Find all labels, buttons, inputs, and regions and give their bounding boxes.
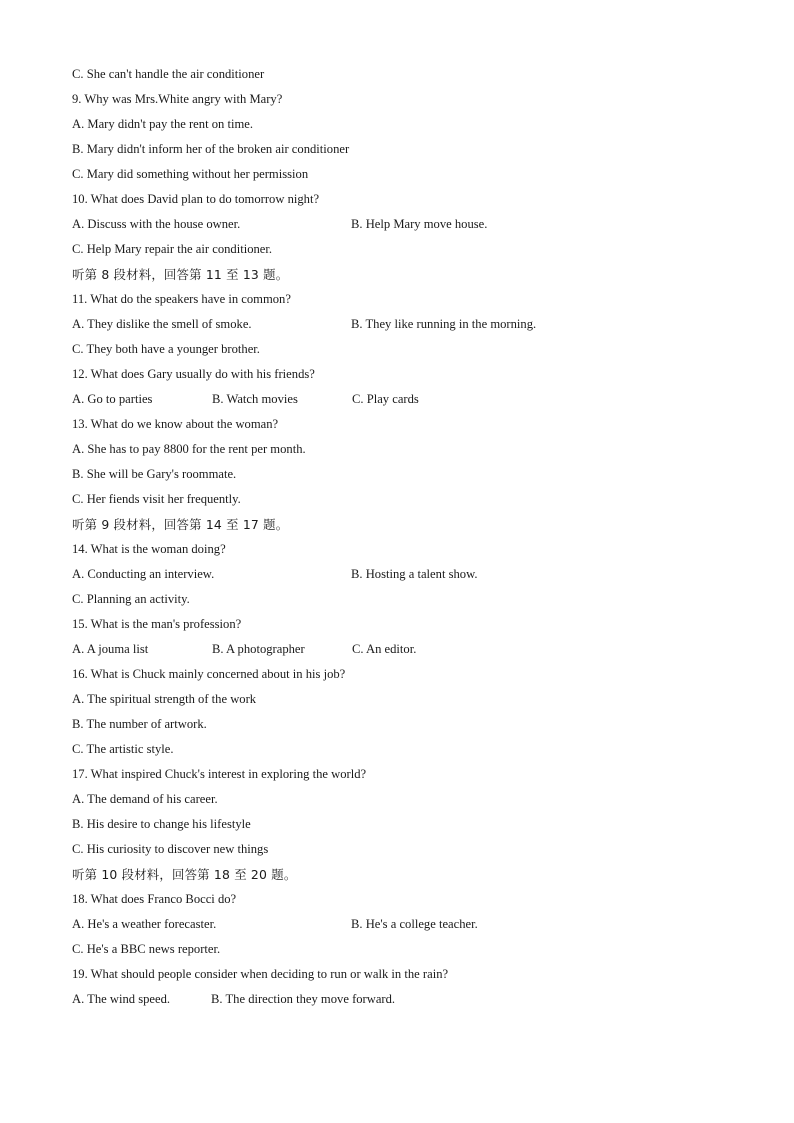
- line-option: [72, 787, 732, 812]
- option-text: B. The number of artwork.: [72, 717, 207, 731]
- option-text: C. Help Mary repair the air conditioner.: [72, 242, 273, 256]
- option-text: C. Planning an activity.: [72, 592, 190, 606]
- line-option: [72, 337, 732, 362]
- section-instruction: [72, 862, 732, 887]
- question-text: 12. What does Gary usually do with his friends?: [72, 367, 315, 381]
- line-options: [72, 312, 732, 337]
- line-options: [72, 637, 732, 662]
- line-option: [72, 737, 732, 762]
- question-text: 18. What does Franco Bocci do?: [72, 892, 237, 906]
- option-a: A. Go to parties: [72, 392, 153, 406]
- section-instruction: [72, 512, 732, 537]
- line-question: [72, 287, 732, 312]
- line-options: [72, 987, 732, 1012]
- option-text: C. He's a BBC news reporter.: [72, 942, 221, 956]
- line-option: [72, 112, 732, 137]
- option-b: B. Hosting a talent show.: [351, 567, 478, 581]
- option-text: A. Mary didn't pay the rent on time.: [72, 117, 253, 131]
- line-question: [72, 87, 732, 112]
- question-text: 15. What is the man's profession?: [72, 617, 242, 631]
- option-text: A. She has to pay 8800 for the rent per month.: [72, 442, 306, 456]
- line-question: [72, 887, 732, 912]
- option-a: A. Conducting an interview.: [72, 567, 215, 581]
- question-text: 19. What should people consider when deciding to run or walk in the rain?: [72, 967, 449, 981]
- line-option: [72, 837, 732, 862]
- option-text: C. His curiosity to discover new things: [72, 842, 269, 856]
- option-a: A. The wind speed.: [72, 992, 171, 1006]
- line-options: [72, 387, 732, 412]
- option-a: A. He's a weather forecaster.: [72, 917, 217, 931]
- question-text: 11. What do the speakers have in common?: [72, 292, 291, 306]
- option-b: B. He's a college teacher.: [351, 917, 478, 931]
- instruction-text: 听第 8 段材料，回答第 11 至 13 题。: [72, 267, 289, 282]
- option-text: B. His desire to change his lifestyle: [72, 817, 251, 831]
- option-a: A. They dislike the smell of smoke.: [72, 317, 252, 331]
- instruction-text: 听第 9 段材料，回答第 14 至 17 题。: [72, 517, 289, 532]
- line-option: [72, 687, 732, 712]
- line-option: [72, 437, 732, 462]
- question-text: 10. What does David plan to do tomorrow night?: [72, 192, 320, 206]
- question-text: 14. What is the woman doing?: [72, 542, 226, 556]
- option-a: A. A jouma list: [72, 642, 149, 656]
- option-text: B. Mary didn't inform her of the broken air conditioner: [72, 142, 350, 156]
- line-option: [72, 487, 732, 512]
- line-option: [72, 712, 732, 737]
- option-b: B. Watch movies: [212, 392, 298, 406]
- option-text: C. They both have a younger brother.: [72, 342, 260, 356]
- line-option: [72, 137, 732, 162]
- option-text: C. The artistic style.: [72, 742, 174, 756]
- line-question: [72, 662, 732, 687]
- option-c: C. An editor.: [352, 642, 417, 656]
- option-b: B. Help Mary move house.: [351, 217, 488, 231]
- option-text: A. The demand of his career.: [72, 792, 218, 806]
- line-option: [72, 462, 732, 487]
- line-question: [72, 762, 732, 787]
- line-option: [72, 587, 732, 612]
- line-option: [72, 162, 732, 187]
- line-options: [72, 912, 732, 937]
- question-text: 13. What do we know about the woman?: [72, 417, 279, 431]
- option-c: C. Play cards: [352, 392, 419, 406]
- line-question: [72, 362, 732, 387]
- line-question: [72, 412, 732, 437]
- question-text: 17. What inspired Chuck's interest in exploring the world?: [72, 767, 367, 781]
- line-option: [72, 937, 732, 962]
- instruction-text: 听第 10 段材料，回答第 18 至 20 题。: [72, 867, 297, 882]
- line-question: [72, 962, 732, 987]
- option-text: C. Mary did something without her permission: [72, 167, 309, 181]
- section-instruction: [72, 262, 732, 287]
- line-question: [72, 537, 732, 562]
- line-option: [72, 237, 732, 262]
- option-b: B. The direction they move forward.: [211, 992, 396, 1006]
- document-page: [72, 62, 732, 1012]
- line-options: [72, 562, 732, 587]
- line-option: [72, 812, 732, 837]
- question-text: 16. What is Chuck mainly concerned about in his job?: [72, 667, 346, 681]
- line-option: [72, 62, 732, 87]
- option-b: B. A photographer: [212, 642, 305, 656]
- option-text: C. She can't handle the air conditioner: [72, 67, 265, 81]
- line-question: [72, 612, 732, 637]
- line-question: [72, 187, 732, 212]
- option-b: B. They like running in the morning.: [351, 317, 537, 331]
- option-text: B. She will be Gary's roommate.: [72, 467, 237, 481]
- line-options: [72, 212, 732, 237]
- option-a: A. Discuss with the house owner.: [72, 217, 241, 231]
- option-text: C. Her fiends visit her frequently.: [72, 492, 241, 506]
- option-text: A. The spiritual strength of the work: [72, 692, 257, 706]
- question-text: 9. Why was Mrs.White angry with Mary?: [72, 92, 283, 106]
